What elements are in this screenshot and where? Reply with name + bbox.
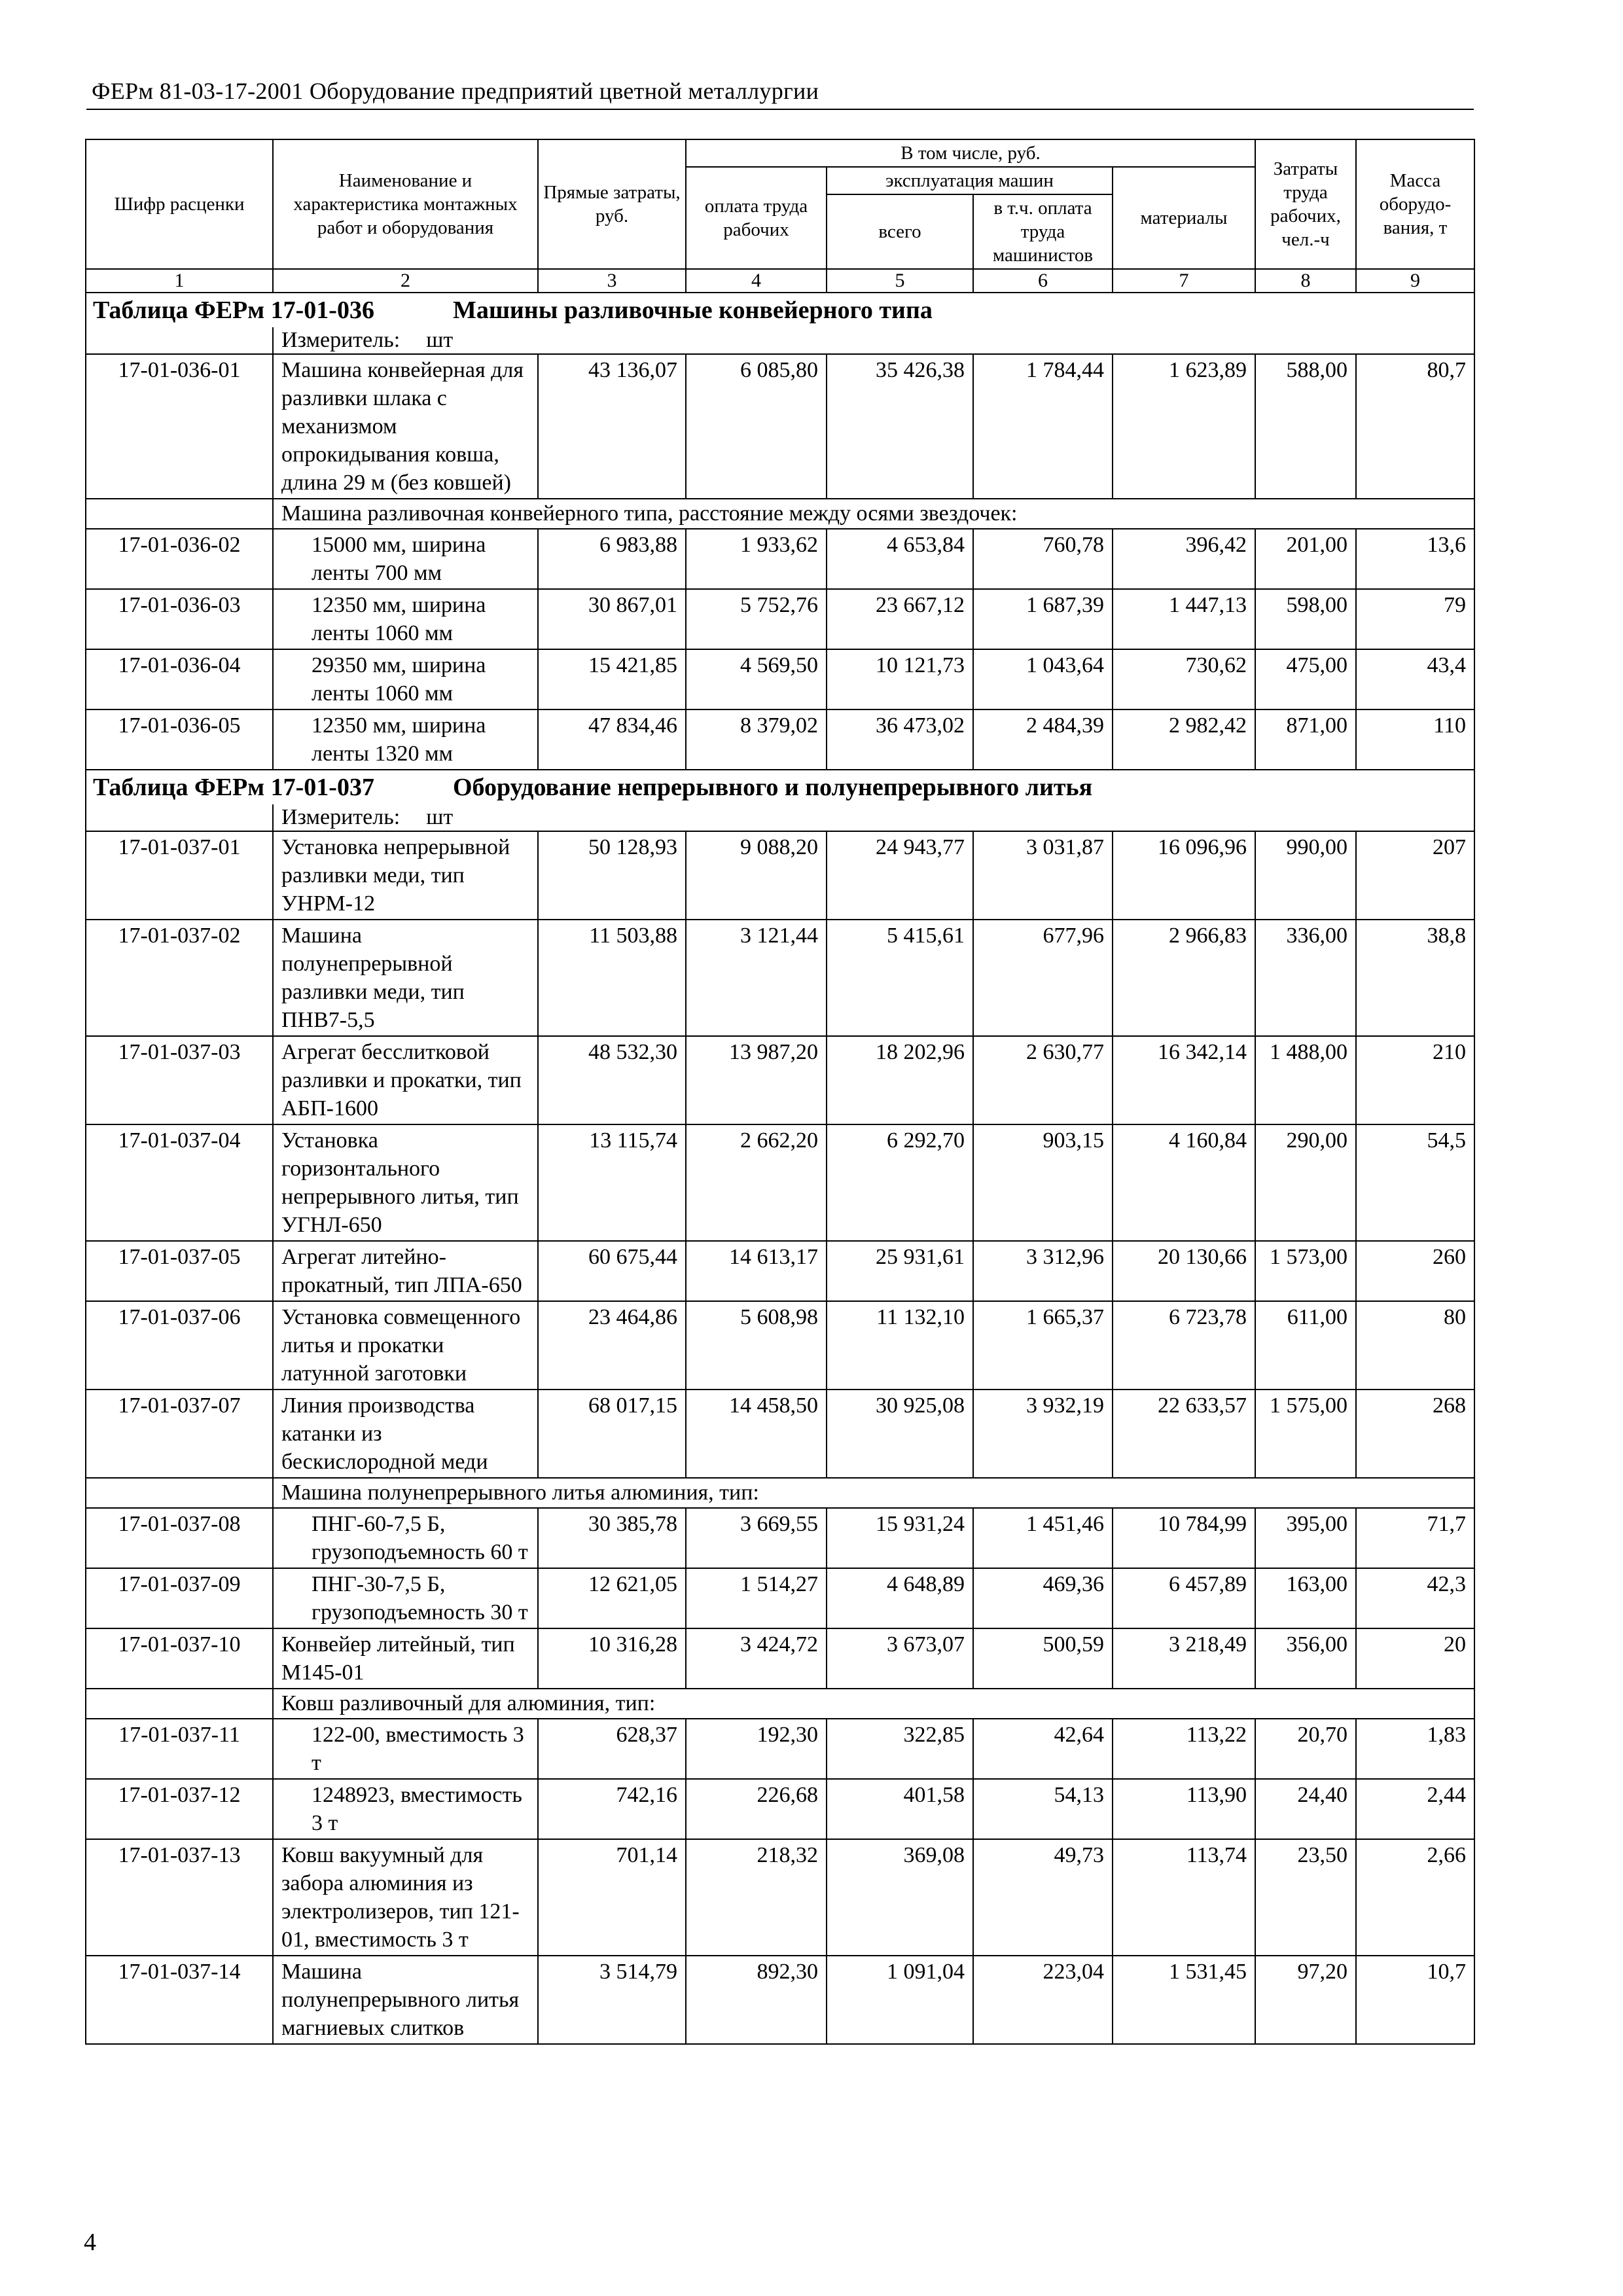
machines-total-cost: 18 202,96 (827, 1036, 973, 1124)
rate-code: 17-01-036-04 (86, 649, 273, 709)
col-machines-total-header: всего (827, 194, 973, 269)
labor-hours: 336,00 (1255, 920, 1356, 1036)
materials-cost: 3 218,49 (1113, 1628, 1255, 1689)
col-number: 9 (1356, 269, 1474, 293)
machines-total-cost: 36 473,02 (827, 709, 973, 770)
rate-code: 17-01-037-01 (86, 831, 273, 920)
rates-table (85, 139, 1475, 2045)
labor-hours: 97,20 (1255, 1956, 1356, 2044)
work-name: 12350 мм, ширина ленты 1060 мм (273, 589, 538, 649)
machines-total-cost: 24 943,77 (827, 831, 973, 920)
table-row (86, 1124, 1474, 1241)
labor-hours: 475,00 (1255, 649, 1356, 709)
equipment-mass: 110 (1356, 709, 1474, 770)
work-name: 122-00, вместимость 3 т (273, 1719, 538, 1779)
table-row (86, 1779, 1474, 1839)
rate-code: 17-01-037-11 (86, 1719, 273, 1779)
subheading-row (86, 1478, 1474, 1508)
equipment-mass: 207 (1356, 831, 1474, 920)
col-code-header: Шифр расценки (86, 139, 273, 269)
direct-cost: 701,14 (538, 1839, 686, 1956)
section-heading-row (86, 770, 1474, 804)
col-number: 2 (273, 269, 538, 293)
table-row (86, 1839, 1474, 1956)
machines-wages-cost: 677,96 (973, 920, 1113, 1036)
rate-code: 17-01-036-01 (86, 354, 273, 499)
page-header: ФЕРм 81-03-17-2001 Оборудование предприятий цветной металлургии (92, 78, 819, 104)
direct-cost: 6 983,88 (538, 529, 686, 589)
direct-cost: 628,37 (538, 1719, 686, 1779)
machines-wages-cost: 1 451,46 (973, 1508, 1113, 1568)
materials-cost: 1 623,89 (1113, 354, 1255, 499)
work-name: Конвейер литейный, тип М145-01 (273, 1628, 538, 1689)
table-row (86, 649, 1474, 709)
wages-cost: 6 085,80 (686, 354, 827, 499)
section-title: Оборудование непрерывного и полунепрерывного литья (452, 774, 1093, 801)
machines-total-cost: 23 667,12 (827, 589, 973, 649)
wages-cost: 5 752,76 (686, 589, 827, 649)
machines-wages-cost: 903,15 (973, 1124, 1113, 1241)
work-name: Установка совмещенного литья и прокатки латунной заготовки (273, 1301, 538, 1390)
machines-wages-cost: 2 484,39 (973, 709, 1113, 770)
labor-hours: 290,00 (1255, 1124, 1356, 1241)
table-row (86, 831, 1474, 920)
materials-cost: 1 447,13 (1113, 589, 1255, 649)
machines-total-cost: 35 426,38 (827, 354, 973, 499)
direct-cost: 30 867,01 (538, 589, 686, 649)
labor-hours: 20,70 (1255, 1719, 1356, 1779)
work-name: 15000 мм, ширина ленты 700 мм (273, 529, 538, 589)
table-row (86, 1036, 1474, 1124)
work-name: 29350 мм, ширина ленты 1060 мм (273, 649, 538, 709)
equipment-mass: 54,5 (1356, 1124, 1474, 1241)
materials-cost: 113,74 (1113, 1839, 1255, 1956)
col-number: 8 (1255, 269, 1356, 293)
direct-cost: 47 834,46 (538, 709, 686, 770)
machines-wages-cost: 469,36 (973, 1568, 1113, 1628)
work-name: Установка непрерывной разливки меди, тип УНРМ-12 (273, 831, 538, 920)
materials-cost: 10 784,99 (1113, 1508, 1255, 1568)
work-name: Установка горизонтального непрерывного литья, тип УГНЛ-650 (273, 1124, 538, 1241)
labor-hours: 1 488,00 (1255, 1036, 1356, 1124)
work-name: Линия производства катанки из бескислородной меди (273, 1390, 538, 1478)
rate-code: 17-01-037-04 (86, 1124, 273, 1241)
machines-total-cost: 3 673,07 (827, 1628, 973, 1689)
table-row (86, 1956, 1474, 2044)
direct-cost: 12 621,05 (538, 1568, 686, 1628)
machines-total-cost: 322,85 (827, 1719, 973, 1779)
work-name: Машина конвейерная для разливки шлака с механизмом опрокидывания ковша, длина 29 м (без ковшей) (273, 354, 538, 499)
materials-cost: 396,42 (1113, 529, 1255, 589)
materials-cost: 6 723,78 (1113, 1301, 1255, 1390)
section-label: Таблица ФЕРм 17-01-037 (93, 774, 374, 801)
direct-cost: 60 675,44 (538, 1241, 686, 1301)
machines-wages-cost: 54,13 (973, 1779, 1113, 1839)
machines-total-cost: 30 925,08 (827, 1390, 973, 1478)
labor-hours: 990,00 (1255, 831, 1356, 920)
direct-cost: 43 136,07 (538, 354, 686, 499)
col-number: 4 (686, 269, 827, 293)
labor-hours: 163,00 (1255, 1568, 1356, 1628)
table-row (86, 1301, 1474, 1390)
machines-wages-cost: 1 665,37 (973, 1301, 1113, 1390)
machines-wages-cost: 223,04 (973, 1956, 1113, 2044)
rate-code: 17-01-036-05 (86, 709, 273, 770)
unit-value: шт (426, 328, 454, 352)
section-title: Машины разливочные конвейерного типа (452, 296, 933, 324)
machines-wages-cost: 3 932,19 (973, 1390, 1113, 1478)
equipment-mass: 42,3 (1356, 1568, 1474, 1628)
labor-hours: 24,40 (1255, 1779, 1356, 1839)
machines-total-cost: 401,58 (827, 1779, 973, 1839)
header-rule (86, 109, 1474, 110)
equipment-mass: 210 (1356, 1036, 1474, 1124)
col-number: 1 (86, 269, 273, 293)
subheading-row (86, 499, 1474, 529)
direct-cost: 742,16 (538, 1779, 686, 1839)
labor-hours: 1 575,00 (1255, 1390, 1356, 1478)
work-name: Ковш вакуумный для забора алюминия из электролизеров, тип 121-01, вместимость 3 т (273, 1839, 538, 1956)
equipment-mass: 80,7 (1356, 354, 1474, 499)
wages-cost: 2 662,20 (686, 1124, 827, 1241)
col-wages-header: оплата труда рабочих (686, 167, 827, 269)
rate-code: 17-01-037-08 (86, 1508, 273, 1568)
section-heading-row (86, 293, 1474, 327)
work-name: Агрегат бесслитковой разливки и прокатки, тип АБП-1600 (273, 1036, 538, 1124)
col-name-header: Наименование и характеристика монтажных работ и оборудования (273, 139, 538, 269)
labor-hours: 395,00 (1255, 1508, 1356, 1568)
machines-wages-cost: 49,73 (973, 1839, 1113, 1956)
wages-cost: 1 933,62 (686, 529, 827, 589)
col-number: 7 (1113, 269, 1255, 293)
wages-cost: 226,68 (686, 1779, 827, 1839)
machines-total-cost: 6 292,70 (827, 1124, 973, 1241)
wages-cost: 14 458,50 (686, 1390, 827, 1478)
subheading-text: Машина разливочная конвейерного типа, расстояние между осями звездочек: (273, 499, 1474, 529)
col-mass-header: Масса оборудо-вания, т (1356, 139, 1474, 269)
col-including-header: В том числе, руб. (686, 139, 1255, 167)
rate-code: 17-01-037-07 (86, 1390, 273, 1478)
table-row (86, 1719, 1474, 1779)
table-row (86, 920, 1474, 1036)
rate-code: 17-01-036-03 (86, 589, 273, 649)
col-number: 6 (973, 269, 1113, 293)
direct-cost: 3 514,79 (538, 1956, 686, 2044)
work-name: 1248923, вместимость 3 т (273, 1779, 538, 1839)
machines-wages-cost: 2 630,77 (973, 1036, 1113, 1124)
labor-hours: 23,50 (1255, 1839, 1356, 1956)
wages-cost: 892,30 (686, 1956, 827, 2044)
wages-cost: 3 121,44 (686, 920, 827, 1036)
table-row (86, 709, 1474, 770)
table-row (86, 354, 1474, 499)
rate-code: 17-01-037-12 (86, 1779, 273, 1839)
machines-total-cost: 4 653,84 (827, 529, 973, 589)
wages-cost: 4 569,50 (686, 649, 827, 709)
wages-cost: 5 608,98 (686, 1301, 827, 1390)
table-row (86, 1508, 1474, 1568)
work-name: ПНГ-60-7,5 Б, грузоподъемность 60 т (273, 1508, 538, 1568)
rate-code: 17-01-037-10 (86, 1628, 273, 1689)
rate-code: 17-01-037-06 (86, 1301, 273, 1390)
rate-code: 17-01-037-02 (86, 920, 273, 1036)
wages-cost: 14 613,17 (686, 1241, 827, 1301)
wages-cost: 192,30 (686, 1719, 827, 1779)
equipment-mass: 43,4 (1356, 649, 1474, 709)
equipment-mass: 10,7 (1356, 1956, 1474, 2044)
machines-total-cost: 15 931,24 (827, 1508, 973, 1568)
table-row (86, 1241, 1474, 1301)
wages-cost: 13 987,20 (686, 1036, 827, 1124)
machines-wages-cost: 1 687,39 (973, 589, 1113, 649)
materials-cost: 22 633,57 (1113, 1390, 1255, 1478)
direct-cost: 15 421,85 (538, 649, 686, 709)
materials-cost: 113,22 (1113, 1719, 1255, 1779)
machines-wages-cost: 760,78 (973, 529, 1113, 589)
materials-cost: 113,90 (1113, 1779, 1255, 1839)
table-row (86, 1628, 1474, 1689)
work-name: Машина полунепрерывной разливки меди, тип ПНВ7-5,5 (273, 920, 538, 1036)
col-machines-header: эксплуатация машин (827, 167, 1113, 194)
equipment-mass: 2,66 (1356, 1839, 1474, 1956)
machines-wages-cost: 3 312,96 (973, 1241, 1113, 1301)
equipment-mass: 80 (1356, 1301, 1474, 1390)
direct-cost: 30 385,78 (538, 1508, 686, 1568)
labor-hours: 611,00 (1255, 1301, 1356, 1390)
labor-hours: 598,00 (1255, 589, 1356, 649)
machines-wages-cost: 1 784,44 (973, 354, 1113, 499)
work-name: Агрегат литейно-прокатный, тип ЛПА-650 (273, 1241, 538, 1301)
work-name: Машина полунепрерывного литья магниевых слитков (273, 1956, 538, 2044)
direct-cost: 10 316,28 (538, 1628, 686, 1689)
unit-label: Измеритель: (281, 805, 401, 829)
wages-cost: 1 514,27 (686, 1568, 827, 1628)
work-name: ПНГ-30-7,5 Б, грузоподъемность 30 т (273, 1568, 538, 1628)
col-materials-header: материалы (1113, 167, 1255, 269)
rate-code: 17-01-037-05 (86, 1241, 273, 1301)
machines-wages-cost: 500,59 (973, 1628, 1113, 1689)
wages-cost: 9 088,20 (686, 831, 827, 920)
section-label: Таблица ФЕРм 17-01-036 (93, 296, 374, 324)
unit-label: Измеритель: (281, 328, 401, 352)
col-number: 3 (538, 269, 686, 293)
machines-total-cost: 25 931,61 (827, 1241, 973, 1301)
rate-code: 17-01-037-09 (86, 1568, 273, 1628)
subheading-text: Ковш разливочный для алюминия, тип: (273, 1689, 1474, 1719)
machines-total-cost: 369,08 (827, 1839, 973, 1956)
direct-cost: 50 128,93 (538, 831, 686, 920)
unit-value: шт (426, 805, 454, 829)
machines-wages-cost: 3 031,87 (973, 831, 1113, 920)
rate-code: 17-01-037-13 (86, 1839, 273, 1956)
equipment-mass: 20 (1356, 1628, 1474, 1689)
equipment-mass: 38,8 (1356, 920, 1474, 1036)
equipment-mass: 1,83 (1356, 1719, 1474, 1779)
work-name: 12350 мм, ширина ленты 1320 мм (273, 709, 538, 770)
machines-total-cost: 4 648,89 (827, 1568, 973, 1628)
direct-cost: 68 017,15 (538, 1390, 686, 1478)
labor-hours: 1 573,00 (1255, 1241, 1356, 1301)
col-number: 5 (827, 269, 973, 293)
machines-total-cost: 10 121,73 (827, 649, 973, 709)
materials-cost: 4 160,84 (1113, 1124, 1255, 1241)
labor-hours: 588,00 (1255, 354, 1356, 499)
materials-cost: 16 342,14 (1113, 1036, 1255, 1124)
subheading-row (86, 1689, 1474, 1719)
materials-cost: 730,62 (1113, 649, 1255, 709)
materials-cost: 1 531,45 (1113, 1956, 1255, 2044)
equipment-mass: 13,6 (1356, 529, 1474, 589)
equipment-mass: 79 (1356, 589, 1474, 649)
equipment-mass: 71,7 (1356, 1508, 1474, 1568)
table-row (86, 1568, 1474, 1628)
subheading-text: Машина полунепрерывного литья алюминия, тип: (273, 1478, 1474, 1508)
materials-cost: 6 457,89 (1113, 1568, 1255, 1628)
equipment-mass: 268 (1356, 1390, 1474, 1478)
labor-hours: 871,00 (1255, 709, 1356, 770)
wages-cost: 3 424,72 (686, 1628, 827, 1689)
machines-total-cost: 5 415,61 (827, 920, 973, 1036)
rate-code: 17-01-036-02 (86, 529, 273, 589)
machines-total-cost: 1 091,04 (827, 1956, 973, 2044)
machines-total-cost: 11 132,10 (827, 1301, 973, 1390)
rate-code: 17-01-037-14 (86, 1956, 273, 2044)
wages-cost: 3 669,55 (686, 1508, 827, 1568)
labor-hours: 356,00 (1255, 1628, 1356, 1689)
materials-cost: 16 096,96 (1113, 831, 1255, 920)
equipment-mass: 260 (1356, 1241, 1474, 1301)
wages-cost: 8 379,02 (686, 709, 827, 770)
col-direct-header: Прямые затраты, руб. (538, 139, 686, 269)
table-body (86, 293, 1474, 2044)
direct-cost: 23 464,86 (538, 1301, 686, 1390)
table-row (86, 529, 1474, 589)
materials-cost: 2 982,42 (1113, 709, 1255, 770)
page-number: 4 (84, 2229, 96, 2256)
equipment-mass: 2,44 (1356, 1779, 1474, 1839)
wages-cost: 218,32 (686, 1839, 827, 1956)
direct-cost: 48 532,30 (538, 1036, 686, 1124)
labor-hours: 201,00 (1255, 529, 1356, 589)
table-row (86, 1390, 1474, 1478)
unit-row (86, 804, 1474, 831)
direct-cost: 11 503,88 (538, 920, 686, 1036)
machines-wages-cost: 42,64 (973, 1719, 1113, 1779)
table-row (86, 589, 1474, 649)
materials-cost: 20 130,66 (1113, 1241, 1255, 1301)
rate-code: 17-01-037-03 (86, 1036, 273, 1124)
col-machines-wages-header: в т.ч. оплата труда машинистов (973, 194, 1113, 269)
materials-cost: 2 966,83 (1113, 920, 1255, 1036)
col-labor-header: Затраты труда рабочих, чел.-ч (1255, 139, 1356, 269)
machines-wages-cost: 1 043,64 (973, 649, 1113, 709)
unit-row (86, 327, 1474, 354)
direct-cost: 13 115,74 (538, 1124, 686, 1241)
